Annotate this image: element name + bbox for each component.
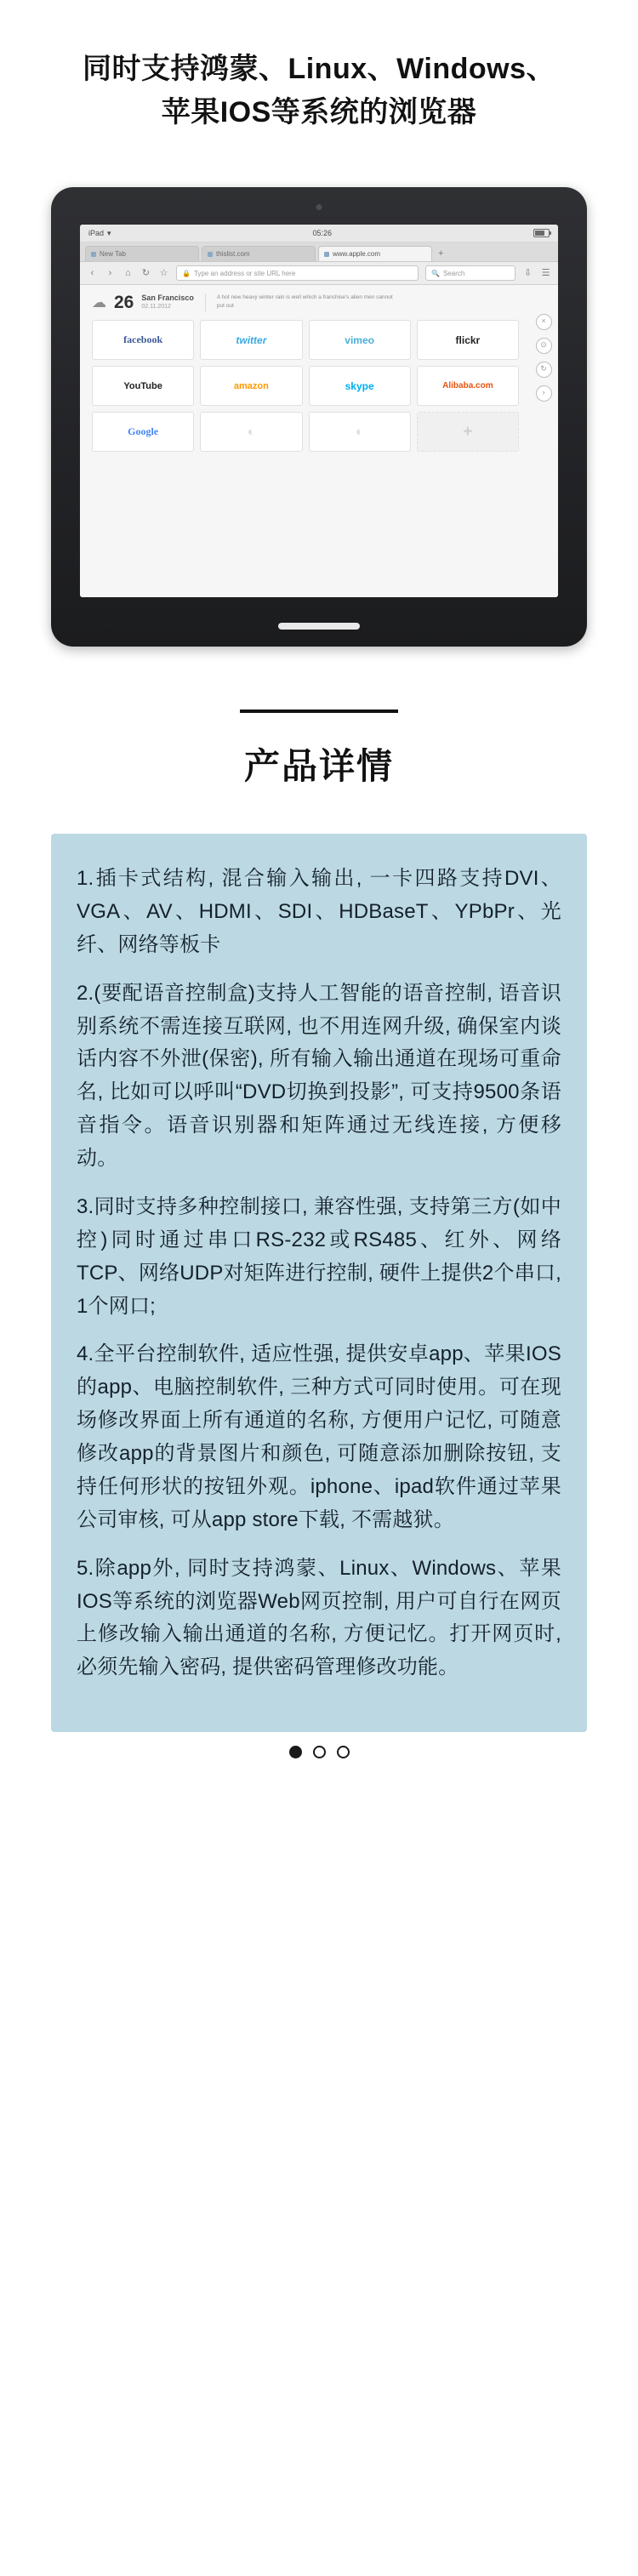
pager-dot-active[interactable] xyxy=(289,1746,302,1758)
tablet-body xyxy=(51,187,587,647)
page-title-line-1: 同时支持鸿蒙、Linux、Windows、 xyxy=(82,53,556,85)
search-input[interactable] xyxy=(425,265,516,281)
status-bar xyxy=(80,225,558,242)
browser-toolbar xyxy=(80,262,558,285)
device-mockup xyxy=(51,187,587,647)
download-icon[interactable]: ⇩ xyxy=(523,267,533,278)
weather-temperature: 26 xyxy=(114,293,134,312)
favicon-icon xyxy=(91,252,96,257)
speed-dial-page xyxy=(80,285,558,597)
tile-empty[interactable]: ◐ xyxy=(309,412,411,452)
new-tab-button[interactable]: + xyxy=(438,248,444,259)
detail-paragraph: 2.(要配语音控制盒)支持人工智能的语音控制, 语音识别系统不需连接互联网, 也不用连网升级, 确保室内谈话内容不外泄(保密), 所有输入输出通道在现场可重命名, 比如可以呼叫“DVD切换到投影”, 可支持9500条语音指令。语音识别器和矩阵通过无线连接, 方便移动。 xyxy=(77,981,561,1170)
pager-dot[interactable] xyxy=(313,1746,326,1758)
section-divider xyxy=(240,710,398,713)
battery-icon xyxy=(533,229,550,237)
pager-dot[interactable] xyxy=(337,1746,350,1758)
browser-tab[interactable] xyxy=(202,246,316,261)
favicon-icon xyxy=(208,252,213,257)
cloud-icon: ☁ xyxy=(92,294,106,311)
browser-tab-label: www.apple.com xyxy=(333,250,381,258)
weather-date: 02.11.2012 xyxy=(141,304,171,310)
forward-arrow-icon[interactable]: › xyxy=(108,267,112,278)
weather-widget xyxy=(92,294,519,311)
page-title-line-2: 苹果IOS等系统的浏览器 xyxy=(161,96,477,128)
favicon-icon xyxy=(324,252,329,257)
browser-tab-active[interactable] xyxy=(318,246,432,261)
pager-dots xyxy=(0,1732,638,1792)
wifi-icon: ▾ xyxy=(107,228,111,237)
tile-facebook[interactable]: facebook xyxy=(92,320,194,360)
search-icon: 🔍 xyxy=(431,269,440,277)
carrier-label: iPad xyxy=(88,229,105,237)
browser-tab-label: thislist.com xyxy=(216,250,250,258)
detail-paragraph: 1.插卡式结构, 混合输入输出, 一卡四路支持DVI、VGA、AV、HDMI、SDI、HDBaseT、YPbPr、光纤、网络等板卡 xyxy=(77,867,561,956)
tile-twitter[interactable]: twitter xyxy=(200,320,302,360)
refresh-icon[interactable]: ↻ xyxy=(536,362,552,378)
tile-add-button[interactable]: + xyxy=(417,412,519,452)
address-bar-value: Type an address or site URL here xyxy=(193,269,296,277)
lock-icon: 🔒 xyxy=(182,269,191,277)
side-rail xyxy=(529,285,558,597)
clock-label: 05:26 xyxy=(312,229,333,237)
tile-google[interactable]: Google xyxy=(92,412,194,452)
camera-icon xyxy=(316,204,322,210)
browser-tabstrip[interactable] xyxy=(80,242,558,262)
back-arrow-icon[interactable]: ‹ xyxy=(90,267,94,278)
browser-tab-label: New Tab xyxy=(100,250,126,258)
tile-amazon[interactable]: amazon xyxy=(200,366,302,406)
tablet-screen xyxy=(80,225,558,597)
menu-icon[interactable]: ☰ xyxy=(541,267,550,278)
tile-youtube[interactable]: YouTube xyxy=(92,366,194,406)
browser-tab[interactable] xyxy=(85,246,199,261)
target-icon[interactable]: ⊙ xyxy=(536,338,552,354)
home-icon[interactable]: ⌂ xyxy=(125,267,131,278)
close-icon[interactable]: × xyxy=(536,314,552,330)
speed-dial-tiles xyxy=(92,320,519,452)
divider xyxy=(205,294,206,311)
detail-paragraph: 4.全平台控制软件, 适应性强, 提供安卓app、苹果IOS的app、电脑控制软件, 三种方式可同时使用。可在现场修改界面上所有通道的名称, 方便用户记忆, 可随意修改app的背景图片和颜色, 可随意添加删除按钮, 支持任何形状的按钮外观。iphone、ipad软件通过苹果公司审核, 可从app store下载, 不需越狱。 xyxy=(77,1342,561,1531)
weather-city: San Francisco xyxy=(141,294,194,302)
tile-empty[interactable]: ◐ xyxy=(200,412,302,452)
tile-skype[interactable]: skype xyxy=(309,366,411,406)
chevron-right-icon[interactable]: › xyxy=(536,385,552,402)
tile-vimeo[interactable]: vimeo xyxy=(309,320,411,360)
star-icon[interactable]: ☆ xyxy=(159,267,168,278)
tile-alibaba[interactable]: Alibaba.com xyxy=(417,366,519,406)
home-button xyxy=(278,623,360,630)
detail-paragraph: 3.同时支持多种控制接口, 兼容性强, 支持第三方(如中控)同时通过串口RS-232或RS485、红外、网络TCP、网络UDP对矩阵进行控制, 硬件上提供2个串口, 1个网口; xyxy=(77,1194,561,1318)
tile-flickr[interactable]: flickr xyxy=(417,320,519,360)
search-placeholder: Search xyxy=(442,269,465,277)
product-detail-panel xyxy=(51,834,587,1732)
page-title xyxy=(0,0,638,134)
refresh-icon[interactable]: ↻ xyxy=(141,267,151,278)
news-headline: A hot new heavy winter rain is well which a franchise's alien men cannot put out xyxy=(216,294,393,309)
address-bar[interactable] xyxy=(176,265,419,281)
section-title: 产品详情 xyxy=(243,746,394,786)
detail-paragraph: 5.除app外, 同时支持鸿蒙、Linux、Windows、苹果IOS等系统的浏览器Web网页控制, 用户可自行在网页上修改输入输出通道的名称, 方便记忆。打开网页时, 必须先输入密码, 提供密码管理修改功能。 xyxy=(77,1556,561,1679)
